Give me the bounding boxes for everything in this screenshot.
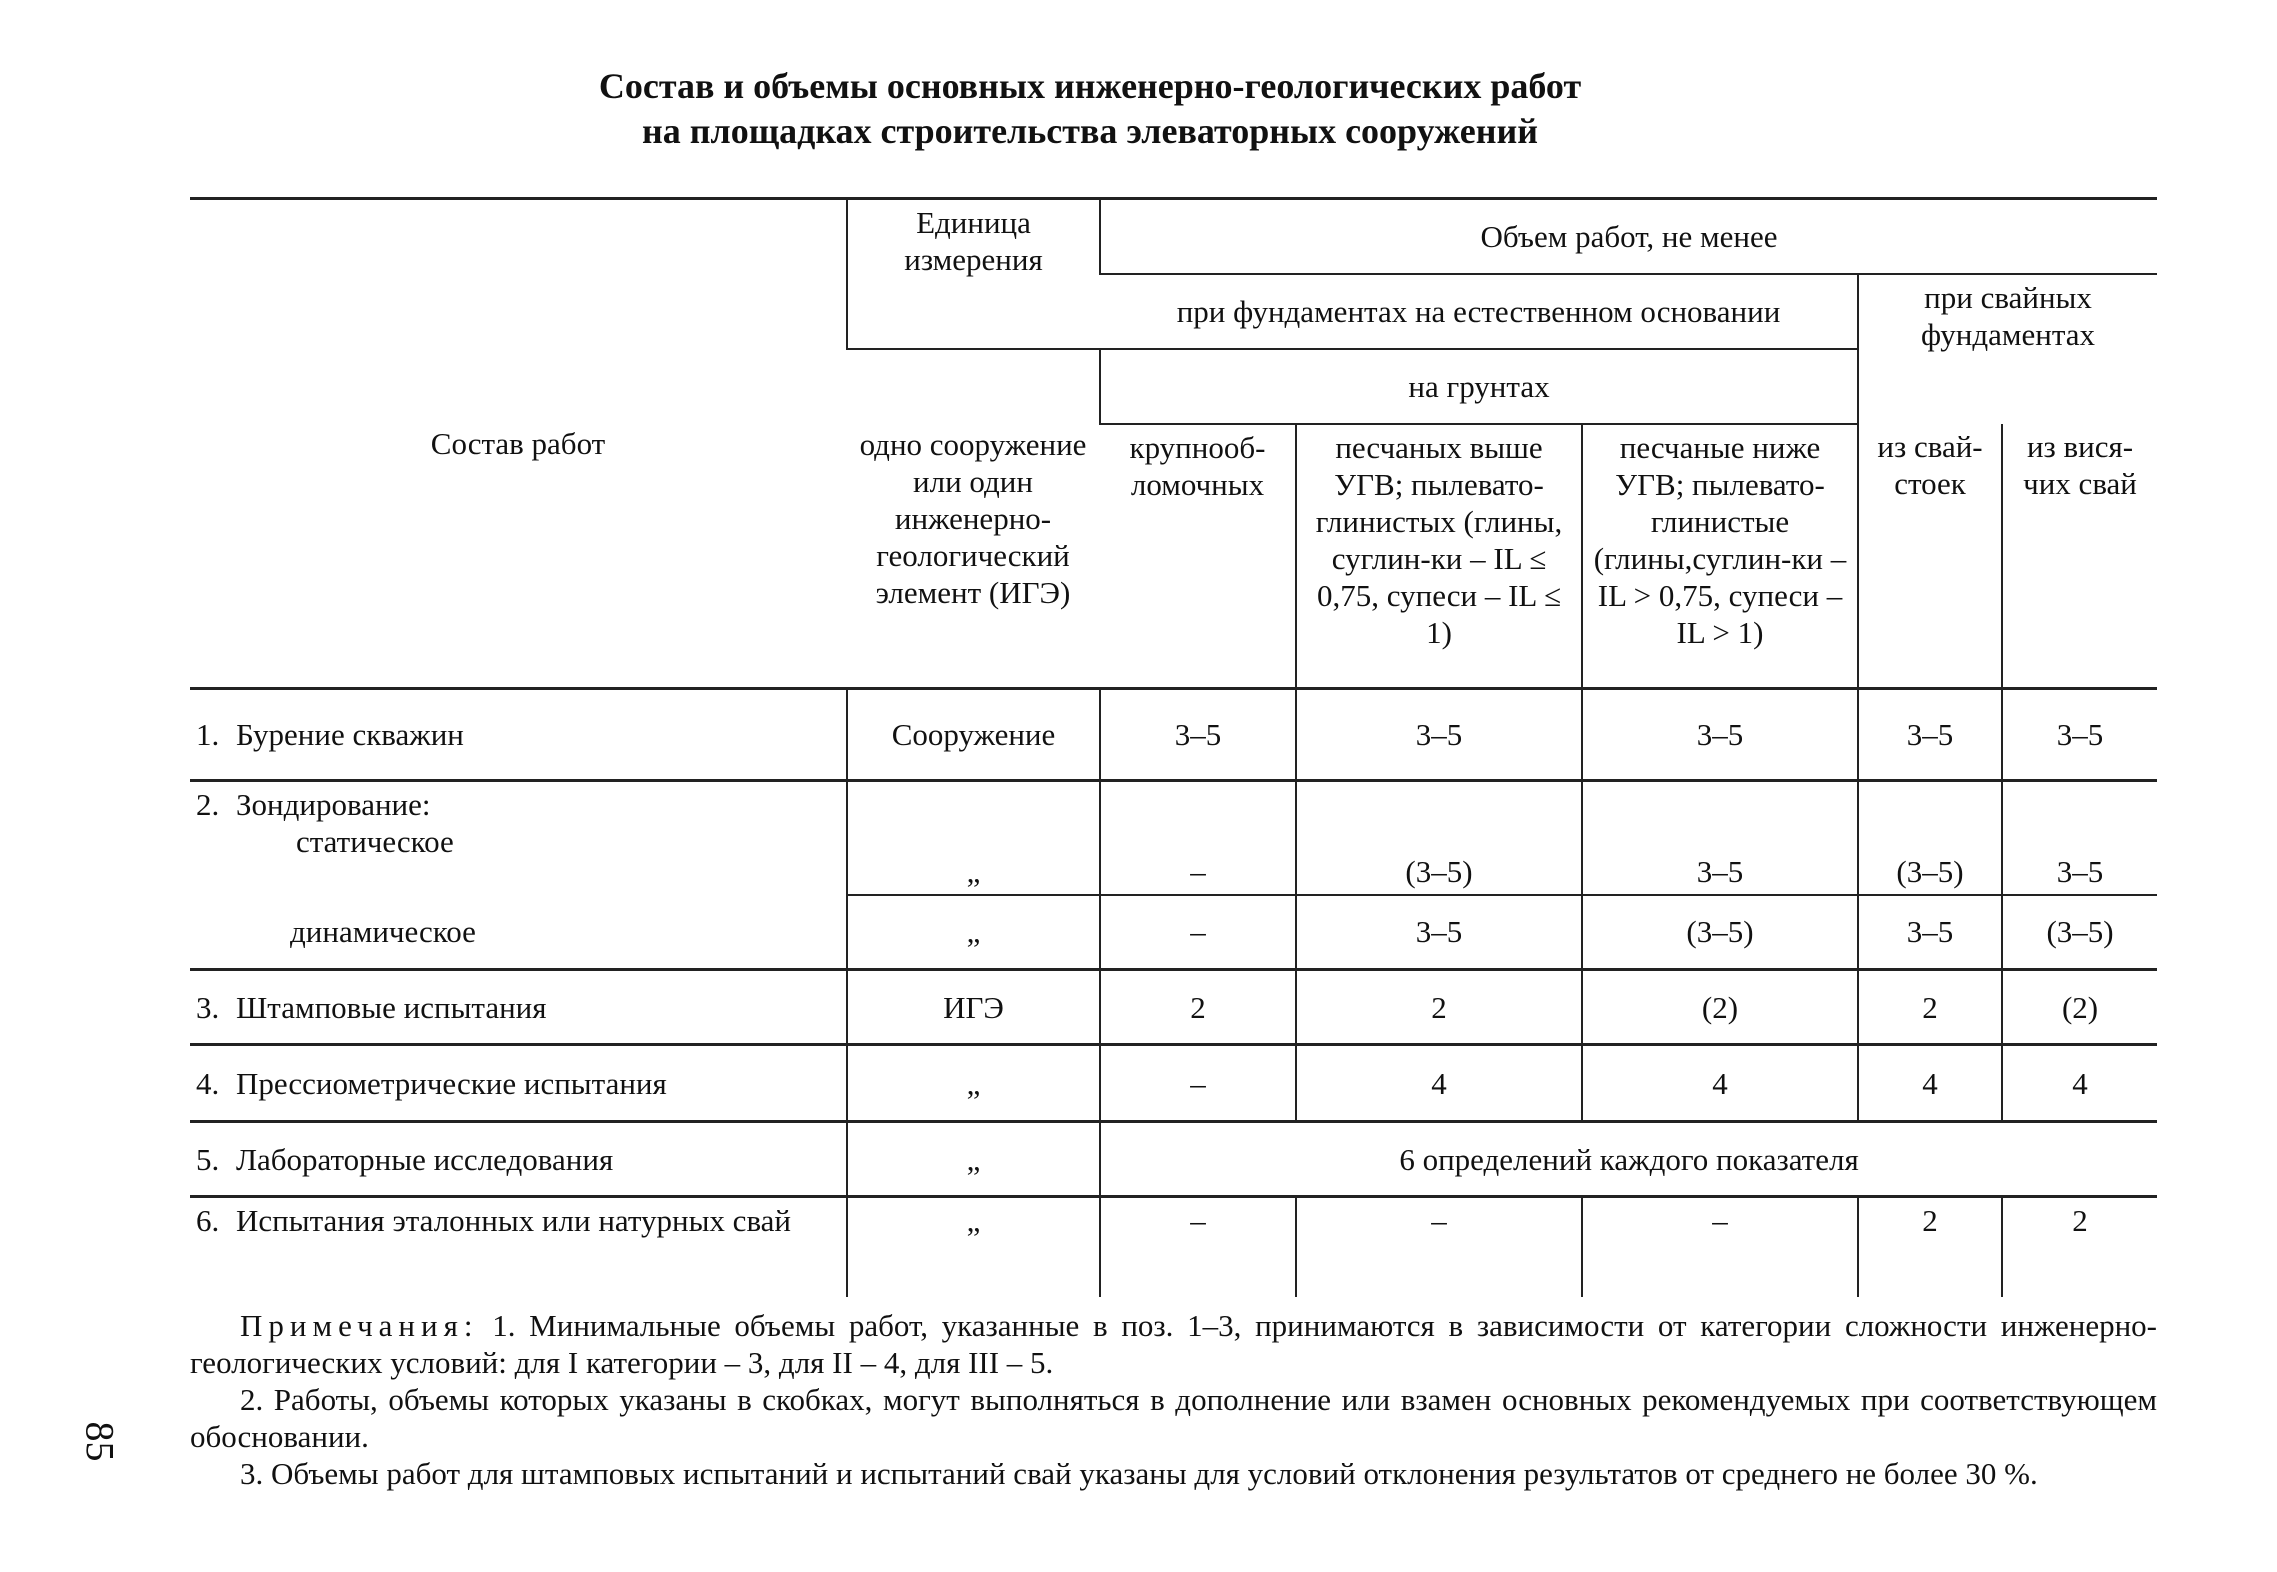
- table-row: 1. Бурение скважин Сооружение 3–5 3–5 3–5 3–5 3–5: [190, 689, 2157, 781]
- table-row: динамическое „ – 3–5 (3–5) 3–5 (3–5): [190, 895, 2157, 970]
- header-coarse: крупнооб-ломочных: [1100, 424, 1296, 689]
- note-1: Примечания: 1. Минимальные объемы работ, указанные в поз. 1–3, принимаются в зависимости от категории сложности инженерно-геологических условий: для I категории – 3, для II – 4, для III – 5.: [190, 1308, 2157, 1380]
- merged-value: 6 определений каждого показателя: [1100, 1122, 2157, 1197]
- table-row: 3. Штамповые испытания ИГЭ 2 2 (2) 2 (2): [190, 970, 2157, 1045]
- header-sand-above: песчаных выше УГВ; пылевато-глинистых (глины, суглин-ки – IL ≤ 0,75, супеси – IL ≤ 1): [1296, 424, 1582, 689]
- table-row: 6. Испытания эталонных или натурных свай „ – – – 2 2: [190, 1197, 2157, 1297]
- notes: [190, 1307, 2157, 1492]
- page-number: 85: [77, 1421, 123, 1462]
- note-3: 3. Объемы работ для штамповых испытаний и испытаний свай указаны для условий отклонения результатов от среднего не более 30 %.: [240, 1456, 2038, 1491]
- row-label: 5. Лабораторные исследования: [196, 1141, 614, 1177]
- header-sand-below: песчаные ниже УГВ; пылевато-глинистые (глины,суглин-ки – IL > 0,75, супеси – IL > 1): [1582, 424, 1858, 689]
- header-composition: Состав работ: [190, 199, 847, 689]
- table-row: 5. Лабораторные исследования „ 6 определений каждого показателя: [190, 1122, 2157, 1197]
- header-end-bearing: из свай-стоек: [1858, 424, 2002, 689]
- row-label: 4. Прессиометрические испытания: [196, 1065, 667, 1101]
- header-natural-foundation: при фундаментах на естественном основании: [1100, 274, 1858, 349]
- table-row: 2. Зондирование: статическое „ – (3–5) 3–5 (3–5) 3–5: [190, 781, 2157, 895]
- row-label: 3. Штамповые испытания: [196, 989, 547, 1025]
- header-friction: из вися-чих свай: [2002, 424, 2157, 689]
- header-volume: Объем работ, не менее: [1100, 199, 2157, 274]
- header-unit: Единица измерения: [847, 199, 1100, 349]
- works-table: [190, 197, 2157, 1297]
- row-label: динамическое: [290, 913, 476, 949]
- title-line-2: на площадках строительства элеваторных сооружений: [642, 111, 1538, 151]
- header-unit-sub: одно сооружение или один инженерно-геологический элемент (ИГЭ): [847, 349, 1100, 689]
- row-label: 1. Бурение скважин: [196, 717, 464, 752]
- page-title: [190, 64, 1990, 154]
- table-row: 4. Прессиометрические испытания „ – 4 4 4 4: [190, 1045, 2157, 1122]
- row-label: 2. Зондирование: статическое: [196, 787, 454, 859]
- header-soils: на грунтах: [1100, 349, 1858, 424]
- unit-cell: Сооружение: [847, 689, 1100, 781]
- row-label: 6. Испытания эталонных или натурных свай: [196, 1203, 792, 1238]
- title-line-1: Состав и объемы основных инженерно-геологических работ: [598, 66, 1582, 106]
- note-2: 2. Работы, объемы которых указаны в скобках, могут выполняться в дополнение или взамен основных рекомендуемых при соответствующем обосновании.: [190, 1382, 2157, 1454]
- header-pile-foundation: при свайных фундаментах: [1858, 274, 2157, 424]
